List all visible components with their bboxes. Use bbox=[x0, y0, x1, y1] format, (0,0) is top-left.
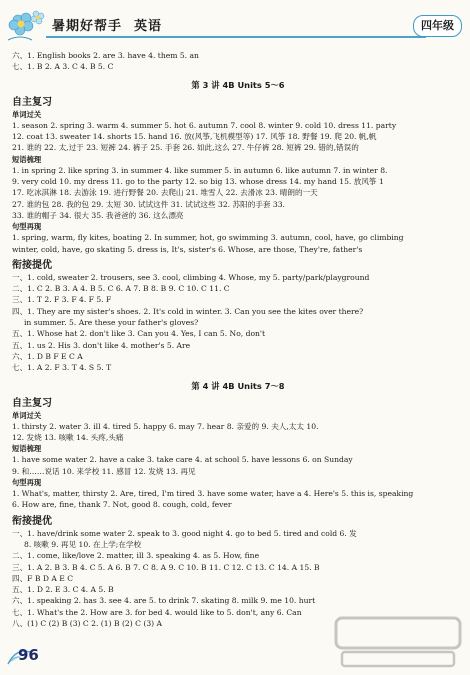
text-line: 六、1. speaking 2. has 3. see 4. are 5. to drink 7. skating 8. milk 9. me 10. hurt bbox=[12, 596, 316, 606]
text-line: 9. very cold 10. my dress 11. go to the party 12. so big 13. whose dress 14. my hand 15. 放风筝 1 bbox=[12, 177, 384, 187]
section-heading: 自主复习 bbox=[12, 397, 52, 409]
watermark-logo-icon bbox=[330, 612, 466, 672]
text-line: 12. 发烧 13. 咳嗽 14. 头疼,头痛 bbox=[12, 433, 124, 443]
subsection-label: 短语梳理 bbox=[12, 444, 42, 454]
text-line: 1. What's, matter, thirsty 2. Are, tired, I'm tired 3. have some water, have a 4. Here's 5. this is, speaking bbox=[12, 489, 414, 499]
text-line: 1. spring, warm, fly kites, boating 2. In summer, hot, go swimming 3. autumn, cool, have, go climbing bbox=[12, 233, 404, 243]
subsection-label: 单词过关 bbox=[12, 410, 42, 420]
text-line: 21. 谁的 22. 太,过于 23. 短裤 24. 裤子 25. 手套 26. 如此,这么 27. 牛仔裤 28. 短裤 29. 错的,错误的 bbox=[12, 143, 359, 153]
text-line: 四、F B D A E C bbox=[12, 573, 74, 583]
answer-content bbox=[12, 50, 464, 629]
lesson-3-title: 第 3 讲 4B Units 5～6 bbox=[191, 79, 285, 90]
section-heading: 自主复习 bbox=[12, 96, 52, 108]
text-line: 八、(1) C (2) B (3) C 2. (1) B (2) C (3) A bbox=[12, 618, 163, 628]
text-line: 1. season 2. spring 3. warm 4. summer 5. hot 6. autumn 7. cool 8. winter 9. cold 10. dress 11. party bbox=[12, 120, 397, 130]
text-line: 1. in spring 2. like spring 3. in summer 4. like summer 5. in autumn 6. like autumn 7. in winter 8. bbox=[12, 165, 388, 175]
text-line: 33. 谁的帽子 34. 很大 35. 我爸爸的 36. 这么漂亮 bbox=[12, 210, 184, 220]
grade-badge: 四年级 bbox=[413, 15, 462, 37]
page-header bbox=[0, 0, 470, 52]
text-line: 1. have some water 2. have a cake 3. take care 4. at school 5. have lessons 6. on Sunday bbox=[12, 455, 353, 465]
text-line: in summer. 5. Are these your father's gloves? bbox=[24, 318, 199, 328]
text-line: 二、1. come, like/love 2. matter, ill 3. speaking 4. as 5. How, fine bbox=[12, 551, 260, 561]
subject-title: 英语 bbox=[134, 19, 163, 34]
flower-decoration-icon bbox=[4, 6, 48, 46]
text-line: 五、1. D 2. E 3. C 4. A 5. B bbox=[12, 585, 114, 595]
text-line: 三、1. A 2. B 3. B 4. C 5. A 6. B 7. C 8. A 9. C 10. B 11. C 12. C 13. C 14. A 15. B bbox=[12, 562, 320, 572]
book-series-title: 暑期好帮手 bbox=[52, 19, 123, 34]
text-line: 七、1. B 2. A 3. C 4. B 5. C bbox=[12, 62, 114, 72]
subsection-label: 短语梳理 bbox=[12, 154, 42, 164]
text-line: 27. 谁的包 28. 我的包 29. 太短 30. 试试这件 31. 试试这些 32. 苏阳的手套 33. bbox=[12, 199, 285, 209]
text-line: 6. How are, fine, thank 7. Not, good 8. cough, cold, fever bbox=[12, 500, 232, 510]
text-line: 9. 和……说话 10. 来学校 11. 感冒 12. 发烧 13. 再见 bbox=[12, 466, 196, 476]
header-divider bbox=[46, 36, 426, 38]
text-line: 五、1. Whose hat 2. don't like 3. Can you 4. Yes, I can 5. No, don't bbox=[12, 329, 266, 339]
subsection-label: 句型再现 bbox=[12, 222, 42, 232]
text-line: 一、1. have/drink some water 2. speak to 3. good night 4. go to bed 5. tired and cold 6. 发 bbox=[12, 528, 357, 538]
text-line: 一、1. cold, sweater 2. trousers, see 3. cool, climbing 4. Whose, my 5. party/park/playground bbox=[12, 272, 370, 282]
text-line: 七、1. A 2. F 3. T 4. S 5. T bbox=[12, 363, 112, 373]
text-line: 17. 吃冰淇淋 18. 去游泳 19. 进行野餐 20. 去爬山 21. 堆雪人 22. 去滑冰 23. 晴朗的一天 bbox=[12, 188, 318, 198]
section-heading: 衔接提优 bbox=[12, 515, 52, 527]
text-line: 1. thirsty 2. water 3. ill 4. tired 5. happy 6. may 7. hear 8. 亲爱的 9. 夫人,太太 10. bbox=[12, 421, 319, 431]
text-line: 二、1. C 2. B 3. A 4. B 5. C 6. A 7. B 8. B 9. C 10. C 11. C bbox=[12, 284, 230, 294]
text-line: 四、1. They are my sister's shoes. 2. It's cold in winter. 3. Can you see the kites over there? bbox=[12, 306, 364, 316]
text-line: 六、1. English books 2. are 3. have 4. them 5. an bbox=[12, 51, 199, 60]
text-line: 8. 咳嗽 9. 再见 10. 在上学;在学校 bbox=[24, 539, 142, 549]
subsection-label: 句型再现 bbox=[12, 478, 42, 488]
text-line: winter, cold, have, go skating 5. dress is, It's, sister's 6. Whose, are those, They're, father's bbox=[12, 244, 363, 254]
text-line: 五、1. us 2. His 3. don't like 4. mother's 5. Are bbox=[12, 340, 191, 350]
lesson-4-title: 第 4 讲 4B Units 7～8 bbox=[191, 380, 285, 391]
text-line: 12. coat 13. sweater 14. shorts 15. hand 16. 放(风筝,飞机模型等) 17. 风筝 18. 野餐 19. 爬 20. 帆,帆 bbox=[12, 132, 377, 142]
text-line: 三、1. T 2. F 3. F 4. F 5. F bbox=[12, 295, 112, 305]
page-number: 96 bbox=[18, 646, 39, 664]
text-line: 六、1. D B F E C A bbox=[12, 351, 83, 361]
text-line: 七、1. What's the 2. How are 3. for bed 4. would like to 5. don't, any 6. Can bbox=[12, 607, 302, 617]
section-heading: 衔接提优 bbox=[12, 259, 52, 271]
subsection-label: 单词过关 bbox=[12, 109, 42, 119]
